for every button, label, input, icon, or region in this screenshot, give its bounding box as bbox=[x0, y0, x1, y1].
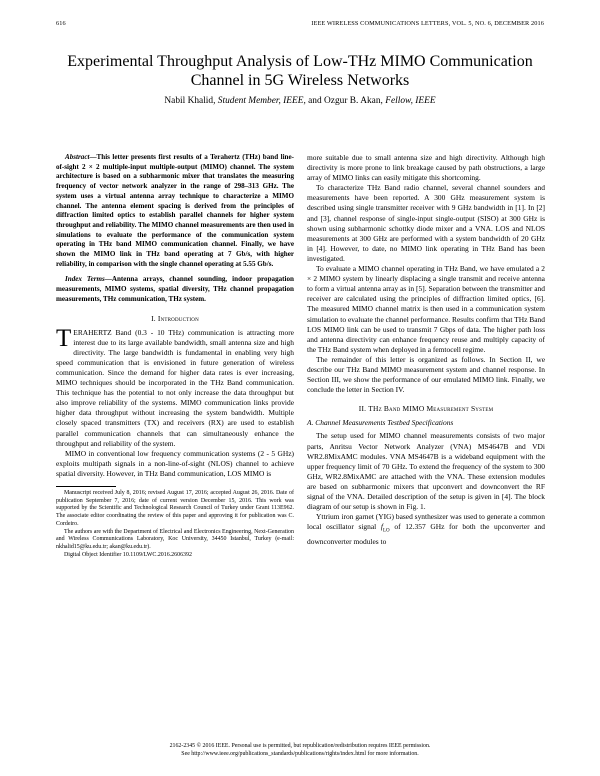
author-2-role: Fellow, IEEE bbox=[385, 96, 436, 106]
footnote-authors: The authors are with the Department of Electrical and Electronics Engineering, Next-Generation and Wireless Communications Laboratory, Koc University, 34450 Istanbul, Turkey (e-mail: nkhalid15@ku.edu.tr; akan@ku.edu.tr). bbox=[56, 528, 294, 550]
section-1-title: Introduction bbox=[157, 313, 199, 323]
intro-paragraph-2: MIMO in conventional low frequency communication systems (2 - 5 GHz) exploits multipath signals in a non-line-of-sight (NLOS) channel to achieve spatial diversity. However, in THz Band communication, LOS MIMO is bbox=[56, 448, 294, 478]
author-conjunction: and bbox=[308, 96, 322, 106]
lo-frequency-symbol: f bbox=[380, 522, 383, 532]
intro-paragraph-2-continued: more suitable due to small antenna size and high directivity. Although high directivity is more prone to link breakage caused by path obstructions, a large array of MIMO links can easily mitigate this shortcoming. bbox=[307, 153, 545, 183]
section-2-number: II. bbox=[358, 404, 367, 414]
abstract-label: Abstract bbox=[65, 153, 90, 161]
page-number: 616 bbox=[56, 20, 66, 27]
intro-paragraph-1: TERAHERTZ Band (0.3 - 10 THz) communication is attracting more interest due to its large available bandwidth, small antenna size and high directivity. The large bandwidth is fundamental in enabling very high speed communication that is envisioned in future generation of wireless communication. Since the demand for higher data rates is ever increasing, MIMO techniques should be incorporated in the THz Band communication. This technique has the potential to not only increase the data throughput but also improve reliability of the systems. MIMO communication links provide higher data throughput without increasing the system bandwidth. Multiple closely spaced transmitters (TX) and receivers (RX) are used to establish parallel communication channels that can simultaneously enhance the throughput and reliability of the system. bbox=[56, 324, 294, 448]
abstract-text: —This letter presents first results of a Terahertz (THz) band line-of-sight 2 × 2 multiple-input multiple-output (MIMO) channel. The system architecture is based on a subharmonic mixer that translates the measuring frequency of vector network analyzer in the range of 298–313 GHz. The system uses a virtual antenna array technique to characterize a MIMO channel. The antenna element spacing is derived from the principles of diffraction limited optics to establish parallel channels for higher system throughput and reliability. The MIMO channel measurements are then used in simulations to evaluate the performance of the communication system operating in THz band MIMO communication channel. Finally, we have shown the MIMO link in THz band operating at 7 Gb/s, with higher reliability, in comparison with the single channel operating at 5.55 Gb/s. bbox=[56, 153, 294, 268]
footnotes bbox=[56, 490, 294, 559]
intro-paragraph-3: To characterize THz Band radio channel, several channel sounders and measurements have been reported. A 300 GHz measurement system is described using single transmitter receiver with 9 GHz bandwidth in [1]. In [2] and [3], channel response of single-input single-output (SISO) at 300 GHz is shown using subharmonic schottky diode mixer and a VNA. LOS and NLOS measurements at 300 GHz are performed with a system bandwidth of 20 GHz in [4]. However, to date, no MIMO link operating in THz Band has been investigated. bbox=[307, 183, 545, 263]
footnote-rule bbox=[56, 486, 116, 487]
right-column bbox=[307, 153, 545, 547]
rights-link-line: See http://www.ieee.org/publications_standards/publications/rights/index.html for more information. bbox=[181, 750, 419, 757]
copyright-line: 2162-2345 © 2016 IEEE. Personal use is permitted, but republication/redistribution requires IEEE permission. bbox=[169, 743, 431, 749]
subsection-a-heading: A. Channel Measurements Testbed Specifications bbox=[307, 418, 454, 428]
author-1-role: Student Member, IEEE, bbox=[217, 96, 306, 106]
section-2-paragraph-2: Yttrium iron garnet (YIG) based synthesizer was used to generate a common local oscillator signal $f_{LO}$ of 12.357 GHz for both the upconverter and downconverter modules to bbox=[307, 512, 545, 546]
section-1-number: I. bbox=[151, 313, 156, 323]
paper-title: Experimental Throughput Analysis of Low-THz MIMO Communication Channel in 5G Wireless Networks bbox=[67, 53, 533, 89]
drop-cap: T bbox=[56, 324, 72, 352]
intro-paragraph-5: The remainder of this letter is organized as follows. In Section II, we describe our THz Band MIMO measurement system and channel response. In Section III, we show the performance of our emulated MIMO link. Finally, we conclude the letter in Section IV. bbox=[307, 354, 545, 395]
running-header bbox=[56, 20, 544, 32]
section-2-heading bbox=[307, 404, 545, 414]
intro-paragraph-4: To evaluate a MIMO channel operating in THz Band, we have emulated a 2 × 2 MIMO system by linearly displacing a single transmit and receive antenna to form a virtual antenna array as in [5]. Separation between the transmitter and receiver are calculated using the principles of diffraction limited optics, [6]. The measured MIMO channel matrix is then used in a communication system simulation to evaluate the channel performance. Results confirm that THz Band LOS MIMO link can be used to transmit 7 Gbps of data. The higher path loss and antenna directivity can enhance frequency reuse and multiply capacity of the THz Band system when deployed in a femtocell regime. bbox=[307, 264, 545, 354]
section-2-paragraph-1: The setup used for MIMO channel measurements consists of two major parts, Anritsu Vector Network Analyzer (VNA) MS4647B and VDi WR2.8MixAMC modules. VNA MS4647B is a wideband equipment with the upper frequency limit of 70 GHz. To extend the frequency of the system to 300 GHz, WR2.8MixAMC are attached with the VNA. These extension modules are based on subharmonic mixers that upconvert and downconvert the RF signal of the VNA. Detailed description of the setup is given in [4]. The block diagram of our setup is shown in Fig. 1. bbox=[307, 431, 545, 512]
footnote-doi: Digital Object Identifier 10.1109/LWC.2016.2606392 bbox=[64, 551, 192, 558]
author-1-name: Nabil Khalid, bbox=[164, 96, 216, 106]
section-1-heading bbox=[56, 314, 294, 324]
lo-subscript: LO bbox=[383, 528, 390, 534]
footnote-manuscript: Manuscript received July 8, 2016; revised August 17, 2016; accepted August 26, 2016. Date of publication September 7, 2016; date of current version December 15, 2016. This work was supported by the Scientific and Technological Research Council of Turkey under Grant 113E962. The associate editor coordinating the review of this paper and approving it for publication was C. Cordeiro. bbox=[56, 490, 294, 527]
index-terms bbox=[56, 275, 294, 304]
abstract bbox=[56, 153, 294, 269]
copyright-footer bbox=[56, 743, 544, 758]
journal-name: IEEE WIRELESS COMMUNICATIONS LETTERS, VOL. 5, NO. 6, DECEMBER 2016 bbox=[311, 20, 544, 27]
author-2-name: Ozgur B. Akan, bbox=[324, 96, 383, 106]
index-terms-label: Index Terms bbox=[65, 275, 105, 284]
left-column bbox=[56, 153, 294, 559]
author-line bbox=[56, 96, 544, 106]
index-terms-text: —Antenna arrays, channel sounding, indoor propagation measurements, MIMO systems, spatial diversity, THz channel propagation measurements, THz communication, THz system. bbox=[56, 275, 294, 303]
section-2-title: THz Band MIMO Measurement System bbox=[368, 404, 494, 414]
